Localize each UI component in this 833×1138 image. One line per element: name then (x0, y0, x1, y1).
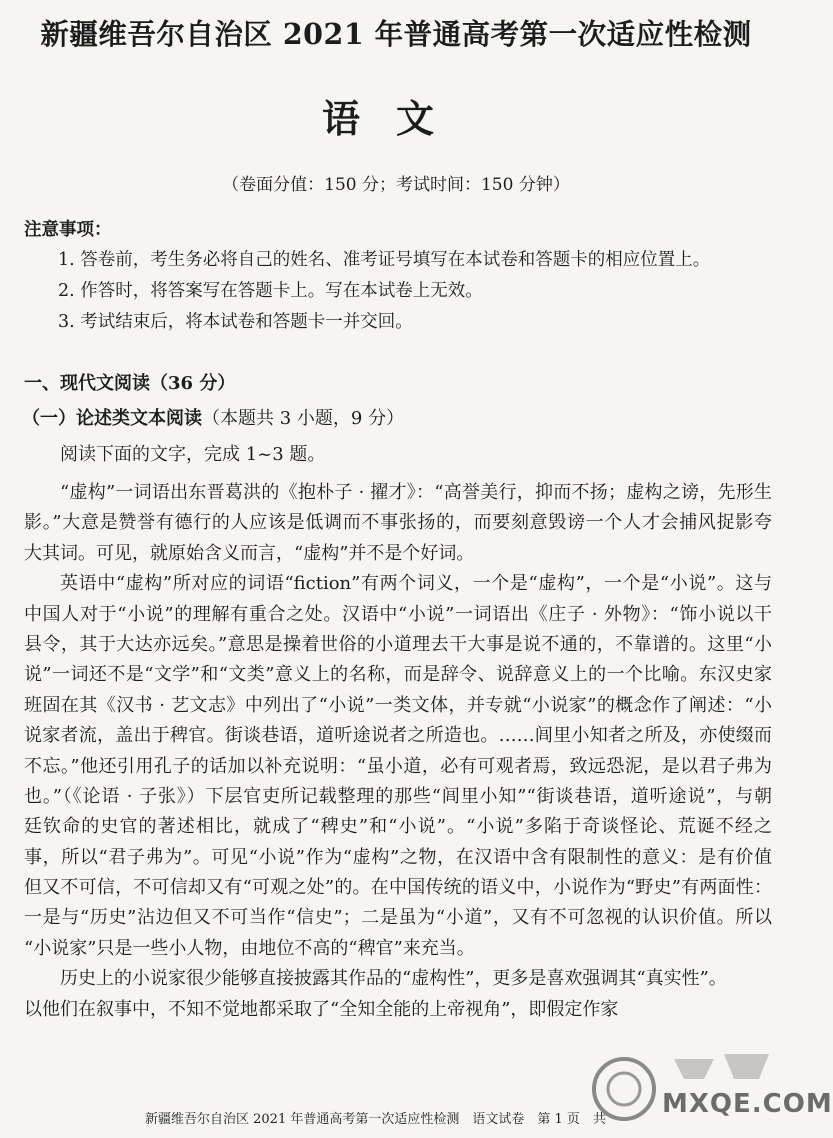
passage-line: 说家者流，盖出于稗官。街谈巷语，道听途说者之所造也。……闾里小知者之所及，亦使缀而 (24, 725, 772, 747)
passage-line: 县令，其于大达亦远矣。”意思是操着世俗的小道理去干大事是说不通的，不靠谱的。这里“小 (24, 633, 772, 655)
notice-heading: 注意事项： (24, 220, 112, 240)
passage-line: “虚构”一词语出东晋葛洪的《抱朴子 · 擢才》：“高誉美行，抑而不扬；虚构之谤，先形生 (60, 482, 772, 503)
section-heading: 一、现代文阅读（36 分） (24, 373, 236, 394)
passage-line: 说”一词还不是“文学”和“文类”意义上的名称，而是辞令、说辞意义上的一个比喻。东汉史家 (24, 664, 772, 686)
passage-line: 大其词。可见，就原始含义而言，“虚构”并不是个好词。 (24, 542, 475, 564)
subsection-title: （一）论述类文本阅读 (22, 408, 202, 429)
passage (24, 478, 772, 1025)
passage-line: 历史上的小说家很少能够直接披露其作品的“虚构性”，更多是喜欢强调其“真实性”。 (60, 968, 727, 990)
notice-item: 2. 作答时，将答案写在答题卡上。写在本试卷上无效。 (58, 281, 483, 301)
passage-line: 班固在其《汉书 · 艺文志》中列出了“小说”一类文体，并专就“小说家”的概念作了阐述：“小 (24, 694, 772, 716)
passage-line: 以他们在叙事中，不知不觉地都采取了“全知全能的上帝视角”，即假定作家 (24, 998, 619, 1020)
passage-line: “小说家”只是一些小人物，由地位不高的“稗官”来充当。 (24, 937, 475, 959)
notice-list (58, 245, 710, 338)
exam-title: 新疆维吾尔自治区 2021 年普通高考第一次适应性检测 (40, 17, 752, 51)
passage-line: 中国人对于“小说”的理解有重合之处。汉语中“小说”一词语出《庄子 · 外物》：“饰小说以干 (24, 603, 772, 625)
passage-line: 但又不可信，不可信却又有“可观之处”的。在中国传统的语义中，小说作为“野史”有两面性： (24, 877, 772, 899)
subject-title: 语文 (321, 96, 470, 141)
passage-line: 英语中“虚构”所对应的词语“fiction”有两个词义，一个是“虚构”，一个是“小说”。这与 (60, 573, 772, 595)
passage-line: 廷钦命的史官的著述相比，就成了“稗史”和“小说”。“小说”多陷于奇谈怪论、荒诞不经之 (24, 816, 772, 838)
watermark-text: MXQE.COM (662, 1089, 833, 1119)
passage-line: 影。”大意是赞誉有德行的人应该是低调而不事张扬的，而要刻意毁谤一个人才会捕风捉影夸 (24, 512, 772, 534)
notice-item: 1. 答卷前，考生务必将自己的姓名、准考证号填写在本试卷和答题卡的相应位置上。 (58, 250, 711, 270)
passage-line: 事，所以“君子弗为”。可见“小说”作为“虚构”之物，在汉语中含有限制性的意义：是有价值 (24, 846, 772, 868)
reading-instruction: 阅读下面的文字，完成 1~3 题。 (60, 444, 326, 465)
subsection-heading (22, 404, 404, 430)
watermark-emblem-icon (584, 1039, 784, 1134)
subsection-score: （本题共 3 小题，9 分） (202, 408, 405, 429)
page-footer: 新疆维吾尔自治区 2021 年普通高考第一次适应性检测 语文试卷 第 1 页 共 (145, 1112, 606, 1127)
passage-line: 一是与“历史”沾边但又不可当作“信史”；二是虽为“小道”，又有不可忽视的认识价值。所以 (24, 907, 772, 929)
watermark-logo (584, 1039, 833, 1134)
score-time-line: （卷面分值：150 分；考试时间：150 分钟） (222, 175, 570, 195)
notice-item: 3. 考试结束后，将本试卷和答题卡一并交回。 (58, 312, 413, 332)
passage-line: 也。”（《论语 · 子张》）下层官吏所记载整理的那些“闾里小知”“街谈巷语，道听途说”，与朝 (24, 785, 772, 807)
passage-line: 不忘。”他还引用孔子的话加以补充说明：“虽小道，必有可观者焉，致远恐泥，是以君子弗为 (24, 755, 772, 777)
